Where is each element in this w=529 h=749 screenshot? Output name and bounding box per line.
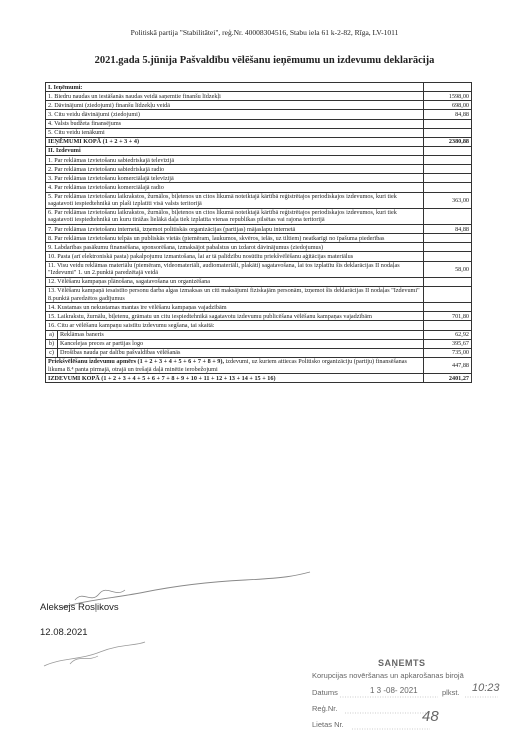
row-label: Drošības nauda par dalību pašvaldības vēlēšanās — [58, 348, 424, 357]
row-value — [424, 165, 472, 174]
row-label-lead: Priekšvēlēšanu izdevumu apmērs (1 + 2 + 3 + 4 + 5 + 6 + 7 + 8 + 9), — [48, 358, 225, 366]
row-label: I. Ieņēmumi: — [46, 83, 424, 92]
row-value — [424, 156, 472, 165]
row-label: Reklāmas baneris — [58, 330, 424, 339]
row-label: 1. Biedru naudas un iestāšanās naudas veidā saņemtie finanšu līdzekļi — [46, 92, 424, 101]
table-row — [46, 321, 472, 330]
table-row — [46, 252, 472, 261]
declaration-title: 2021.gada 5.jūnija Pašvaldību vēlēšanu ieņēmumu un izdevumu deklarācija — [94, 55, 435, 66]
row-value — [424, 243, 472, 252]
row-value: 363,00 — [424, 192, 472, 208]
table-row — [46, 208, 472, 224]
row-label: 2. Dāvinājumi (ziedojumi) finanšu līdzekļu veidā — [46, 101, 424, 110]
stamp-lietas-label: Lietas Nr. — [312, 720, 344, 729]
stamp-lines — [300, 658, 500, 748]
row-label: 13. Vēlēšanu kampaņā iesaistīto personu darba algas izmaksas un citi maksājumi fiziskajām personām, izņemot šīs deklarācijas II nodaļas "Izdevumi" 8.punktā paredzētos gadījumus — [46, 286, 424, 302]
row-value — [424, 303, 472, 312]
table-row — [46, 225, 472, 234]
row-value — [424, 208, 472, 224]
row-label: 5. Par reklāmas izvietošanu laikrakstos, žurnālos, biļetenos un citos likumā noteiktajā kārtībā reģistrētajos periodiskajos izdevumos, kuri tiek sagatavoti iespiedtehnikā un plaši izplatīti visā valsts teritorijā — [46, 192, 424, 208]
signature-date: 12.08.2021 — [40, 627, 88, 638]
table-row — [46, 119, 472, 128]
stamp-plkst-value: 10:23 — [472, 682, 500, 694]
declaration-table — [45, 82, 472, 383]
row-label: 12. Vēlēšanu kampaņas plānošana, sagatavošana un organizēšana — [46, 277, 424, 286]
row-label: 16. Citu ar vēlēšanu kampaņu saistītu izdevumu segšana, tai skaitā: — [46, 321, 424, 330]
row-value — [424, 83, 472, 92]
table-row — [46, 110, 472, 119]
table-row — [46, 357, 472, 373]
stamp-datums-label: Datums — [312, 688, 338, 697]
row-label — [46, 357, 424, 373]
row-sub-label: a) — [46, 330, 58, 339]
table-row — [46, 348, 472, 357]
row-value — [424, 277, 472, 286]
row-value: 84,88 — [424, 225, 472, 234]
row-value: 395,67 — [424, 339, 472, 348]
table-row — [46, 261, 472, 277]
table-row — [46, 174, 472, 183]
section-row — [46, 146, 472, 155]
table-row — [46, 286, 472, 302]
signature-strokes — [40, 640, 150, 670]
total-row — [46, 137, 472, 146]
row-label: Kancelejas preces ar partijas logo — [58, 339, 424, 348]
table-row — [46, 101, 472, 110]
row-value: 62,92 — [424, 330, 472, 339]
table-row — [46, 234, 472, 243]
row-value — [424, 234, 472, 243]
row-label: 1. Par reklāmas izvietošanu sabiedriskajā televīzijā — [46, 156, 424, 165]
stamp-datums-value: 1 3 -08- 2021 — [370, 686, 418, 695]
stamp-reg-label: Reģ.Nr. — [312, 704, 338, 713]
row-label: 3. Par reklāmas izvietošanu komerciālajā televīzijā — [46, 174, 424, 183]
stamp-title: SAŅEMTS — [378, 658, 426, 668]
row-label: 15. Laikrakstu, žurnālu, biļetenu, grāmatu un citu iespiedtehnikā sagatavotu izdevumu publicēšana vēlēšanu kampaņas vajadzībām — [46, 312, 424, 321]
table-row — [46, 128, 472, 137]
row-label: 5. Citu veidu ienākumi — [46, 128, 424, 137]
row-label: IEŅĒMUMI KOPĀ (1 + 2 + 3 + 4) — [46, 137, 424, 146]
row-label: IZDEVUMI KOPĀ (1 + 2 + 3 + 4 + 5 + 6 + 7 + 8 + 9 + 10 + 11 + 12 + 13 + 14 + 15 + 16) — [46, 374, 424, 383]
row-value: 2380,88 — [424, 137, 472, 146]
row-label: 4. Par reklāmas izvietošanu komerciālajā radio — [46, 183, 424, 192]
row-label: 10. Pasta (arī elektroniskā pasta) pakalpojumu izmantošana, lai ar tā palīdzību nosūtītu priekšvēlēšanu aģitācijas materiālus — [46, 252, 424, 261]
table-row — [46, 243, 472, 252]
row-value — [424, 119, 472, 128]
row-value: 698,00 — [424, 101, 472, 110]
row-sub-label: c) — [46, 348, 58, 357]
row-label: 11. Visu veidu reklāmas materiālu (piemēram, videomateriāli, audiomateriāli, plakāti) sagatavošana, lai tos izplatītu šīs deklarācijas II nodaļas "Izdevumi" 1. un 2.punktā paredzētajā veidā — [46, 261, 424, 277]
table-row — [46, 312, 472, 321]
section-row — [46, 83, 472, 92]
row-value: 84,88 — [424, 110, 472, 119]
row-value — [424, 286, 472, 302]
row-value — [424, 174, 472, 183]
row-value: 735,00 — [424, 348, 472, 357]
table-row — [46, 156, 472, 165]
received-stamp — [300, 658, 500, 748]
row-value — [424, 128, 472, 137]
row-sub-label: b) — [46, 339, 58, 348]
row-label: 3. Citu veidu dāvinājumi (ziedojumi) — [46, 110, 424, 119]
table-row — [46, 192, 472, 208]
row-label: 7. Par reklāmas izvietošanu internetā, izņemot politiskās organizācijas (partijas) mājaslapu internetā — [46, 225, 424, 234]
party-header: Politiskā partija "Stabilitātei", reģ.Nr. 40008304516, Stabu iela 61 k-2-82, Rīga, LV-1011 — [130, 28, 399, 37]
table-row — [46, 277, 472, 286]
row-value: 2401,27 — [424, 374, 472, 383]
row-label: 6. Par reklāmas izvietošanu laikrakstos, žurnālos, biļetenos un citos likumā noteiktajā kārtībā reģistrētajos periodiskajos izdevumos, kuri tiek sagatavoti iespiedtehnikā un kuru tirāžas lielākā daļa tiek izplatīta vienas republikas pilsētas vai rajona teritorijā — [46, 208, 424, 224]
row-label: 4. Valsts budžeta finansējums — [46, 119, 424, 128]
table-row — [46, 92, 472, 101]
row-label: 9. Labdarības pasākumu finansēšana, sponsorēšana, izmaksājot pabalstus un izdarot dāvinājumus (ziedojumus) — [46, 243, 424, 252]
signatory-name: Aleksejs Rosļikovs — [40, 602, 119, 613]
row-label: 14. Kustamas un nekustamas mantas īre vēlēšanu kampaņas vajadzībām — [46, 303, 424, 312]
row-label: 2. Par reklāmas izvietošanu sabiedriskajā radio — [46, 165, 424, 174]
table-row — [46, 165, 472, 174]
total-row — [46, 374, 472, 383]
row-value: 1598,00 — [424, 92, 472, 101]
row-value: 447,88 — [424, 357, 472, 373]
row-value — [424, 321, 472, 330]
table-row — [46, 183, 472, 192]
stamp-plkst-label: plkst. — [442, 688, 460, 697]
row-value: 701,80 — [424, 312, 472, 321]
stamp-office: Korupcijas novēršanas un apkarošanas birojā — [312, 671, 464, 680]
row-label: 8. Par reklāmas izvietošanu telpās un publiskās vietās (piemēram, laukumos, skvēros, ielās, uz tiltiem) neatkarīgi no īpašuma piederības — [46, 234, 424, 243]
row-value: 58,00 — [424, 261, 472, 277]
row-label: II. Izdevumi — [46, 146, 424, 155]
row-value — [424, 146, 472, 155]
row-value — [424, 183, 472, 192]
stamp-lietas-value: 48 — [422, 708, 439, 725]
table-row — [46, 339, 472, 348]
row-label-rest: izdevumi, uz kuriem attiecas Politisko organizāciju (partiju) finansēšanas likuma 8.⁴ panta pirmajā, otrajā un trešajā daļā minētie ierobežojumi — [48, 358, 407, 373]
table-row — [46, 330, 472, 339]
table-row — [46, 303, 472, 312]
row-value — [424, 252, 472, 261]
